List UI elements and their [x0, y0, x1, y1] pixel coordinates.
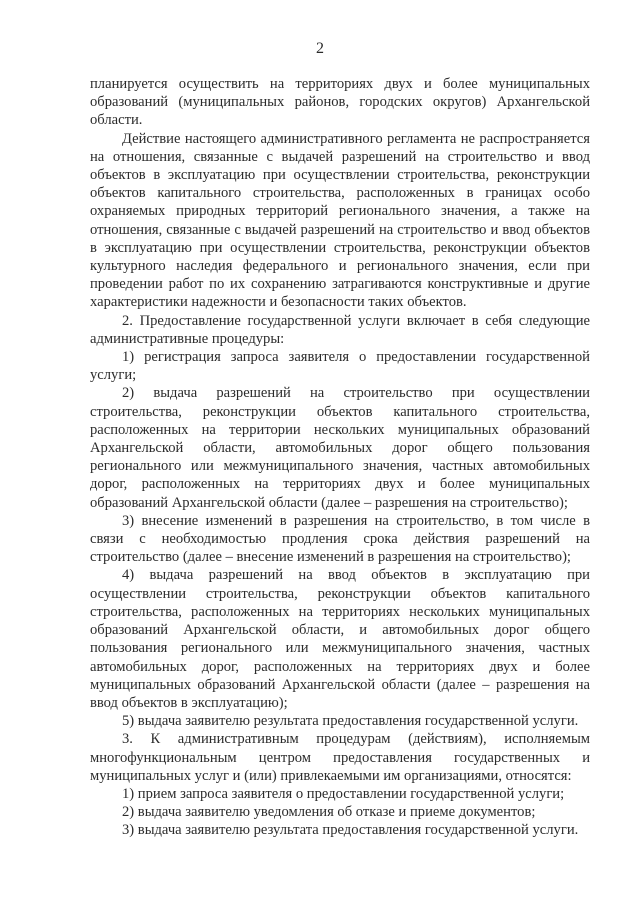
- list-item-2-2: 2) выдача разрешений на строительство при осуществлении строительства, реконструкции объектов капитального строительства, расположенных на территории нескольких муниципальных образований Архангельской области, автомобильных дорог общего пользования регионального или межмуниципального значения, частных автомобильных дорог, расположенных на территориях двух и более муниципальных образований Архангельской области (далее – разрешения на строительство);: [90, 385, 590, 511]
- list-item-2-3: 3) внесение изменений в разрешения на строительство, в том числе в связи с необходимостью продления срока действия разрешений на строительство (далее – внесение изменений в разрешения на строительство);: [90, 512, 590, 566]
- paragraph-section-2-intro: 2. Предоставление государственной услуги включает в себя следующие административные процедуры:: [90, 312, 590, 347]
- list-item-2-4: 4) выдача разрешений на ввод объектов в эксплуатацию при осуществлении строительства, реконструкции объектов капитального строительства, расположенных на территориях нескольких муниципальных образований Архангельской области, и автомобильных дорог общего пользования регионального или межмуниципального значения, частных автомобильных дорог, расположенных на территориях двух и более муниципальных образований Архангельской области (далее – разрешения на ввод объектов в эксплуатацию);: [90, 567, 590, 711]
- list-item-3-2: 2) выдача заявителю уведомления об отказе и приеме документов;: [122, 804, 536, 821]
- list-item-2-1: 1) регистрация запроса заявителя о предоставлении государственной услуги;: [90, 349, 590, 384]
- list-item-3-1: 1) прием запроса заявителя о предоставлении государственной услуги;: [122, 785, 565, 802]
- paragraph-continuation: планируется осуществить на территориях двух и более муниципальных образований (муниципальных районов, городских округов) Архангельской области.: [90, 76, 590, 129]
- page-number: 2: [316, 40, 324, 57]
- document-body: [90, 75, 590, 840]
- paragraph-scope-exclusion: Действие настоящего административного регламента не распространяется на отношения, связанные с выдачей разрешений на строительство и ввод объектов в эксплуатацию при осуществлении строительства, реконструкции объектов капитального строительства, расположенных в границах особо охраняемых природных территорий регионального значения, а также на отношения, связанные с выдачей разрешений на строительство и ввод объектов в эксплуатацию при осуществлении строительства, реконструкции объектов культурного наследия федерального и регионального значения, если при проведении работ по их сохранению затрагиваются конструктивные и другие характеристики надежности и безопасности таких объектов.: [90, 130, 590, 311]
- list-item-2-5: 5) выдача заявителю результата предоставления государственной услуги.: [122, 713, 579, 730]
- paragraph-section-3-intro: 3. К административным процедурам (действиям), исполняемым многофункциональным центром предоставления государственных и муниципальных услуг и (или) привлекаемыми им организациями, относятся:: [90, 731, 590, 784]
- list-item-3-3: 3) выдача заявителю результата предоставления государственной услуги.: [122, 822, 579, 839]
